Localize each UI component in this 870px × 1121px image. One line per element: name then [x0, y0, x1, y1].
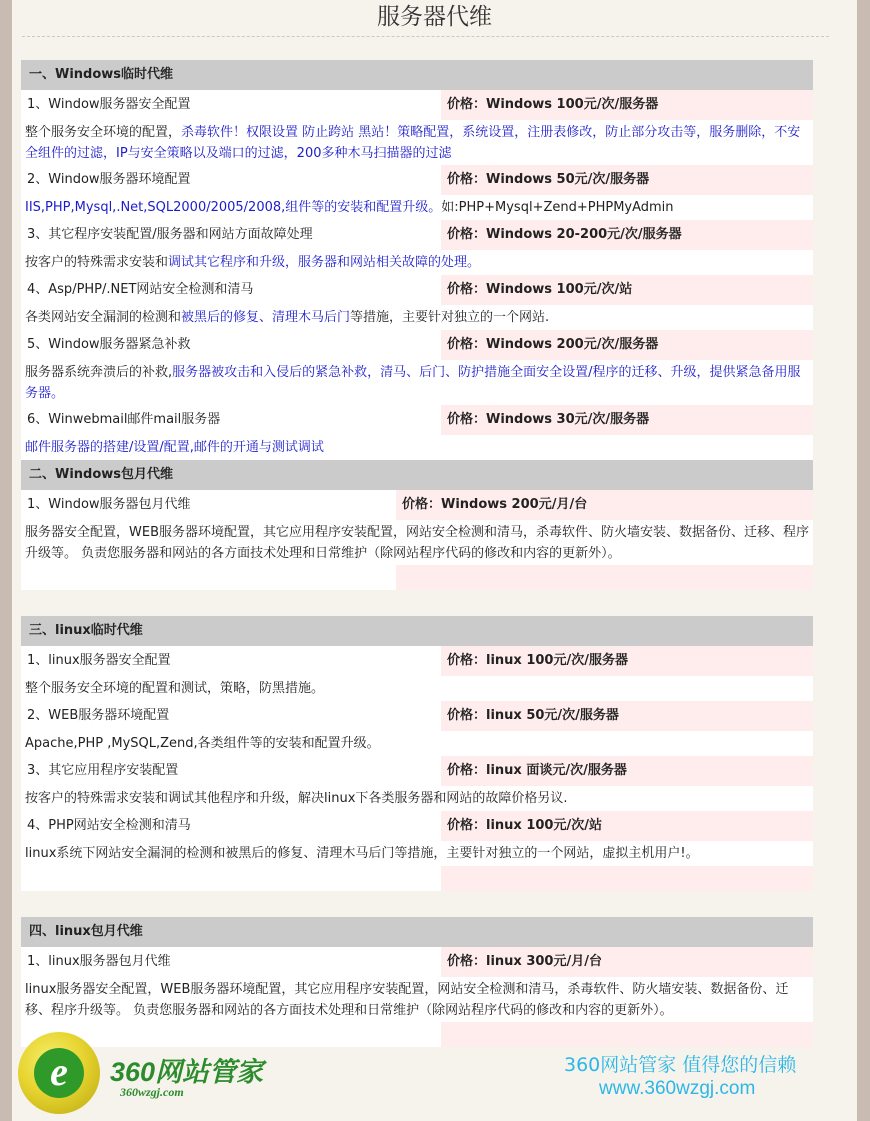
service-description	[21, 520, 813, 565]
slogan-text: 360网站管家 值得您的信赖	[564, 1054, 797, 1076]
description-text: Apache,PHP ,MySQL,Zend,各类组件等的安装和配置升级。	[25, 736, 380, 751]
description-highlight: 杀毒软件！权限设置 防止跨站 黑站！策略配置，系统设置，注册表修改，防止部分攻击等，服务删除，不安全组件的过滤，IP与安全策略以及端口的过滤，200多种木马扫描器的过滤	[25, 125, 801, 161]
brand-domain: 360wzgj.com	[120, 1085, 184, 1099]
service-description	[21, 195, 813, 220]
service-row	[21, 701, 813, 731]
description-highlight: 被黑后的修复、清理木马后门	[181, 310, 351, 325]
service-name: 1、linux服务器安全配置	[21, 646, 441, 676]
description-highlight: IIS,PHP,Mysql,.Net,SQL2000/2005/2008,组件等的安装和配置升级。	[25, 200, 442, 215]
description-text: 服务器安全配置，WEB服务器环境配置，其它应用程序安装配置，网站安全检测和清马，杀毒软件、防火墙安装、数据备份、迁移、程序升级等。 负责您服务器和网站的各方面技术处理和日常维护（除网站程序代码的修改和内容的更新外）。	[25, 525, 809, 561]
empty-price-cell	[396, 565, 813, 590]
service-name: 6、Winwebmail邮件mail服务器	[21, 405, 441, 435]
description-text: 各类网站安全漏洞的检测和	[25, 310, 182, 325]
description-text: 按客户的特殊需求安装和	[25, 255, 169, 270]
page-frame	[12, 0, 857, 1121]
section-gap	[21, 891, 813, 917]
service-description	[21, 786, 813, 811]
service-row	[21, 811, 813, 841]
description-text: 按客户的特殊需求安装和调试其他程序和升级，解决linux下各类服务器和网站的故障价格另议.	[25, 791, 568, 806]
description-highlight: 调试其它程序和升级，服务器和网站相关故障的处理。	[168, 255, 481, 270]
service-row	[21, 756, 813, 786]
service-row	[21, 646, 813, 676]
service-price: 价格：Windows 30元/次/服务器	[441, 405, 813, 435]
description-text: 如:PHP+Mysql+Zend+PHPMyAdmin	[441, 200, 674, 215]
service-price: 价格：linux 面谈元/次/服务器	[441, 756, 813, 786]
service-description	[21, 360, 813, 405]
service-description	[21, 305, 813, 330]
empty-price-cell	[441, 866, 813, 891]
section-gap	[21, 590, 813, 616]
description-text: 整个服务安全环境的配置，	[25, 125, 182, 140]
section-heading: 四、linux包月代维	[21, 917, 813, 947]
service-row	[21, 405, 813, 435]
service-price: 价格：linux 100元/次/站	[441, 811, 813, 841]
service-row	[21, 220, 813, 250]
section-heading: 一、Windows临时代维	[21, 60, 813, 90]
description-text: 整个服务安全环境的配置和测试，策略，防黑措施。	[25, 681, 325, 696]
logo-letter: e	[34, 1048, 84, 1098]
service-description	[21, 676, 813, 701]
service-price: 价格：Windows 100元/次/站	[441, 275, 813, 305]
description-highlight: 服务器被攻击和入侵后的紧急补救，清马、后门、防护措施全面安全设置/程序的迁移、升级，提供紧急备用服务器。	[25, 365, 801, 401]
service-description	[21, 435, 813, 460]
empty-cell	[21, 866, 441, 891]
section-heading: 三、linux临时代维	[21, 616, 813, 646]
service-price: 价格：Windows 20-200元/次/服务器	[441, 220, 813, 250]
description-highlight: 邮件服务器的搭建/设置/配置,邮件的开通与测试调试	[25, 440, 324, 455]
service-name: 2、Window服务器环境配置	[21, 165, 441, 195]
service-price: 价格：linux 50元/次/服务器	[441, 701, 813, 731]
service-description	[21, 977, 813, 1022]
service-name: 3、其它程序安装配置/服务器和网站方面故障处理	[21, 220, 441, 250]
service-row	[21, 275, 813, 305]
service-price: 价格：linux 100元/次/服务器	[441, 646, 813, 676]
service-row	[21, 90, 813, 120]
section-heading: 二、Windows包月代维	[21, 460, 813, 490]
service-name: 1、Window服务器安全配置	[21, 90, 441, 120]
service-price: 价格：Windows 100元/次/服务器	[441, 90, 813, 120]
service-name: 1、linux服务器包月代维	[21, 947, 441, 977]
service-name: 4、Asp/PHP/.NET网站安全检测和清马	[21, 275, 441, 305]
service-name: 1、Window服务器包月代维	[21, 490, 396, 520]
service-description	[21, 841, 813, 866]
site-url-link[interactable]: www.360wzgj.com	[599, 1078, 756, 1099]
service-row	[21, 947, 813, 977]
service-row	[21, 330, 813, 360]
brand-name: 360网站管家	[110, 1057, 264, 1087]
service-price: 价格：Windows 200元/次/服务器	[441, 330, 813, 360]
service-row	[21, 490, 813, 520]
service-description	[21, 120, 813, 165]
service-price: 价格：linux 300元/月/台	[441, 947, 813, 977]
description-text: linux系统下网站安全漏洞的检测和被黑后的修复、清理木马后门等措施，主要针对独立的一个网站，虚拟主机用户!。	[25, 846, 699, 861]
empty-cell	[21, 565, 396, 590]
logo-icon	[18, 1032, 100, 1114]
service-name: 5、Window服务器紧急补救	[21, 330, 441, 360]
service-name: 3、其它应用程序安装配置	[21, 756, 441, 786]
service-price: 价格：Windows 50元/次/服务器	[441, 165, 813, 195]
service-list	[21, 60, 813, 1047]
service-name: 4、PHP网站安全检测和清马	[21, 811, 441, 841]
service-description	[21, 250, 813, 275]
service-row	[21, 165, 813, 195]
service-description	[21, 731, 813, 756]
footer-banner	[12, 1024, 857, 1121]
service-name: 2、WEB服务器环境配置	[21, 701, 441, 731]
description-text: 服务器系统奔溃后的补救,	[25, 365, 173, 380]
description-text: linux服务器安全配置，WEB服务器环境配置，其它应用程序安装配置，网站安全检测和清马，杀毒软件、防火墙安装、数据备份、迁移、程序升级等。 负责您服务器和网站的各方面技术处理和日常维护（除网站程序代码的修改和内容的更新外）。	[25, 982, 789, 1018]
description-text: 等措施，主要针对独立的一个网站.	[350, 310, 550, 325]
title-divider	[22, 36, 829, 37]
empty-row	[21, 866, 813, 891]
service-price: 价格：Windows 200元/月/台	[396, 490, 813, 520]
page-title: 服务器代维	[377, 4, 492, 30]
empty-row	[21, 565, 813, 590]
